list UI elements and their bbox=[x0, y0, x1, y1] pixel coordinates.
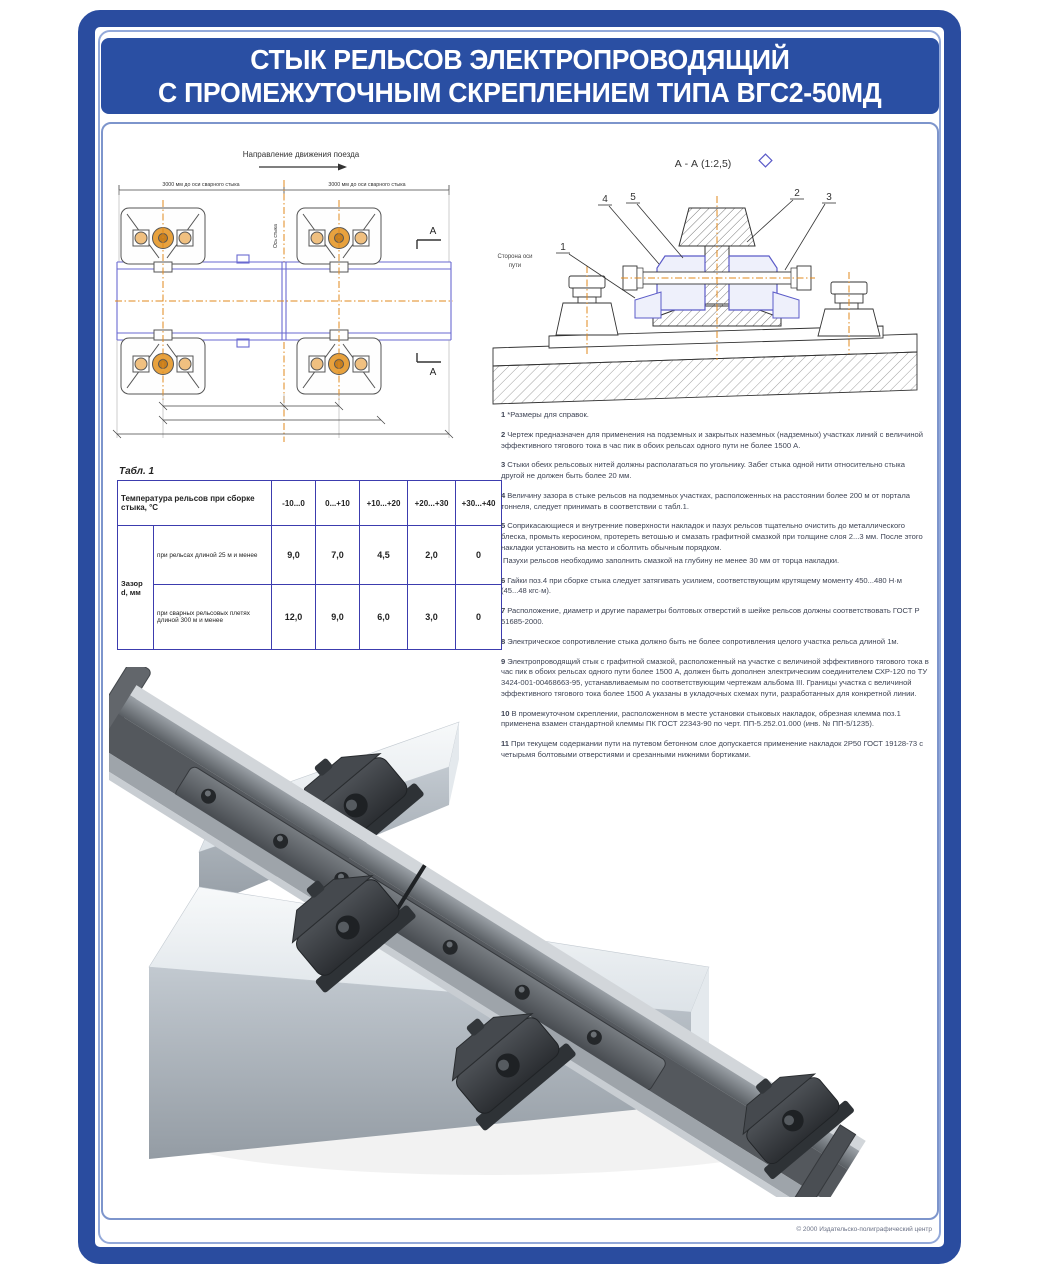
cell-value: 7,0 bbox=[316, 526, 360, 585]
note-item bbox=[501, 491, 929, 513]
note-text: Величину зазора в стыке рельсов на подземных участках, расположенных на расстоянии более 200 м от портала тоннеля, следует принимать в соответствии с табл.1. bbox=[501, 490, 911, 511]
note-item bbox=[501, 410, 929, 421]
title-banner bbox=[101, 38, 939, 114]
section-title: А - А (1:2,5) bbox=[674, 158, 732, 170]
cell-value: 6,0 bbox=[360, 585, 408, 650]
note-number: 2 bbox=[501, 429, 506, 439]
section-marker-a-bottom: А bbox=[429, 367, 437, 378]
cell-value: 4,5 bbox=[360, 526, 408, 585]
content-area bbox=[101, 122, 939, 1220]
side-label-line1: Сторона оси bbox=[497, 254, 533, 260]
cell-value: 2,0 bbox=[408, 526, 456, 585]
note-item bbox=[501, 606, 929, 628]
note-number: 10 bbox=[501, 708, 510, 718]
clamp-right bbox=[773, 292, 799, 318]
note-item bbox=[501, 430, 929, 452]
cell-value: 0 bbox=[456, 526, 502, 585]
plan-view-drawing bbox=[111, 144, 457, 476]
note-item bbox=[501, 521, 929, 553]
dimension-label-left: 3000 мм до оси сварного стыка bbox=[162, 182, 240, 188]
note-text: Расположение, диаметр и другие параметры болтовых отверстий в шейке рельсов должны соответствовать ГОСТ Р 51685-2000. bbox=[501, 606, 920, 626]
clamp-left bbox=[635, 292, 661, 318]
callout-3: 3 bbox=[826, 192, 832, 203]
note-item bbox=[501, 460, 929, 482]
dimension-label-right: 3000 мм до оси сварного стыка bbox=[328, 182, 406, 188]
note-number: 8 bbox=[501, 636, 506, 646]
poster-title-line1: СТЫК РЕЛЬСОВ ЭЛЕКТРОПРОВОДЯЩИЙ bbox=[250, 44, 790, 75]
note-text: В промежуточном скреплении, расположенном в месте установки стыковых накладок, обрезная клемма поз.1 применена взамен стандартной клеммы ПК ГОСТ 22343-90 по черт. ПП-5.252.01.000 (инв. № ПП-5/1235). bbox=[501, 708, 901, 729]
note-text: При текущем содержании пути на путевом бетонном слое допускается применение накладок 2Р50 ГОСТ 19128-73 с четырьмя болтовыми отверстиями и срезанными нижними бортиками. bbox=[501, 739, 924, 759]
rail-joint-3d-render bbox=[109, 667, 911, 1197]
bottom-dim-lines bbox=[113, 402, 453, 438]
row-label: при рельсах длиной 25 м и менее bbox=[154, 526, 272, 585]
note-number: 11 bbox=[501, 739, 510, 749]
callout-1: 1 bbox=[560, 242, 566, 253]
col-header: +30...+40 bbox=[456, 481, 502, 526]
cell-value: 9,0 bbox=[316, 585, 360, 650]
callout-4: 4 bbox=[602, 194, 608, 205]
note-text: Электрическое сопротивление стыка должно быть не более сопротивления целого участка рельса длиной 1м. bbox=[507, 636, 899, 646]
table-header-label: Температура рельсов при сборке стыка, °С bbox=[118, 481, 272, 526]
side-label-line2: пути bbox=[508, 263, 522, 269]
direction-label: Направление движения поезда bbox=[242, 150, 360, 159]
col-header: 0...+10 bbox=[316, 481, 360, 526]
note-text: Соприкасающиеся и внутренние поверхности накладок и пазух рельсов тщательно очистить до металлического блеска, промыть керосином, протереть ветошью и смазать графитной смазкой при толщине слоя 2...3 мм. После этого накладки установить на место и сболтить обычным порядком. bbox=[501, 521, 923, 553]
note-number: 6 bbox=[501, 575, 506, 585]
diamond-icon bbox=[759, 154, 772, 167]
callout-2: 2 bbox=[794, 188, 800, 199]
note-item bbox=[501, 576, 929, 598]
note-number: 5 bbox=[501, 521, 506, 531]
note-item bbox=[501, 637, 929, 648]
note-item bbox=[501, 556, 929, 567]
direction-arrowhead bbox=[338, 164, 347, 171]
table-row bbox=[118, 526, 502, 585]
note-text: *Размеры для справок. bbox=[507, 410, 589, 419]
note-text: Электропроводящий стык с графитной смазкой, расположенный на участке с величиной эффективного тягового тока в час пик в обоих рельсах одного пути более 1500 А, должен быть дополнен электрическим соединителем СХР-120 по ТУ 3424-001-00468663-95, устанавливаемым по соответствующим чертежам альбома III. Границы участка с величиной эффективного тягового тока более 1500 А указаны в укладочных схемах пути, разработанных для конкретной линии. bbox=[501, 656, 929, 698]
joint-axis-label: Ось стыка bbox=[273, 224, 279, 248]
callout-5: 5 bbox=[630, 192, 636, 203]
note-number: 3 bbox=[501, 460, 506, 470]
note-number: 9 bbox=[501, 656, 506, 666]
col-header: +10...+20 bbox=[360, 481, 408, 526]
table-row bbox=[118, 585, 502, 650]
cell-value: 0 bbox=[456, 585, 502, 650]
col-header: +20...+30 bbox=[408, 481, 456, 526]
table-caption: Табл. 1 bbox=[119, 466, 155, 477]
note-text: Чертеж предназначен для применения на подземных и закрытых наземных (надземных) участках линий с величиной эффективного тягового тока в час пик в обоих рельсах одного пути не более 1500 А. bbox=[501, 429, 923, 450]
cell-value: 12,0 bbox=[272, 585, 316, 650]
section-aa-drawing bbox=[485, 152, 929, 420]
note-number: 4 bbox=[501, 490, 506, 500]
note-number: 1 bbox=[501, 410, 506, 419]
col-header: -10...0 bbox=[272, 481, 316, 526]
note-text: Пазухи рельсов необходимо заполнить смазкой на глубину не менее 30 мм от торца накладки. bbox=[503, 555, 840, 565]
note-number: 7 bbox=[501, 606, 506, 616]
cell-value: 9,0 bbox=[272, 526, 316, 585]
row-group-label: Зазор d, мм bbox=[118, 526, 154, 650]
poster-title-line2: С ПРОМЕЖУТОЧНЫМ СКРЕПЛЕНИЕМ ТИПА ВГС2-50МД bbox=[158, 77, 882, 108]
copyright-footer: © 2000 Издательско-полиграфический центр bbox=[796, 1226, 932, 1233]
note-text: Стыки обеих рельсовых нитей должны располагаться по угольнику. Забег стыка одной нити относительно стыка другой не должен быть более 20 мм. bbox=[501, 460, 905, 481]
note-text: Гайки поз.4 при сборке стыка следует затягивать усилием, соответствующим крутящему моменту 450...480 Н·м (45...48 кгс·м). bbox=[501, 575, 902, 596]
section-marker-a-top: А bbox=[429, 226, 437, 237]
row-label: при сварных рельсовых плетях длиной 300 м и менее bbox=[154, 585, 272, 650]
cell-value: 3,0 bbox=[408, 585, 456, 650]
table-header-row bbox=[118, 481, 502, 526]
gap-table bbox=[117, 480, 502, 650]
